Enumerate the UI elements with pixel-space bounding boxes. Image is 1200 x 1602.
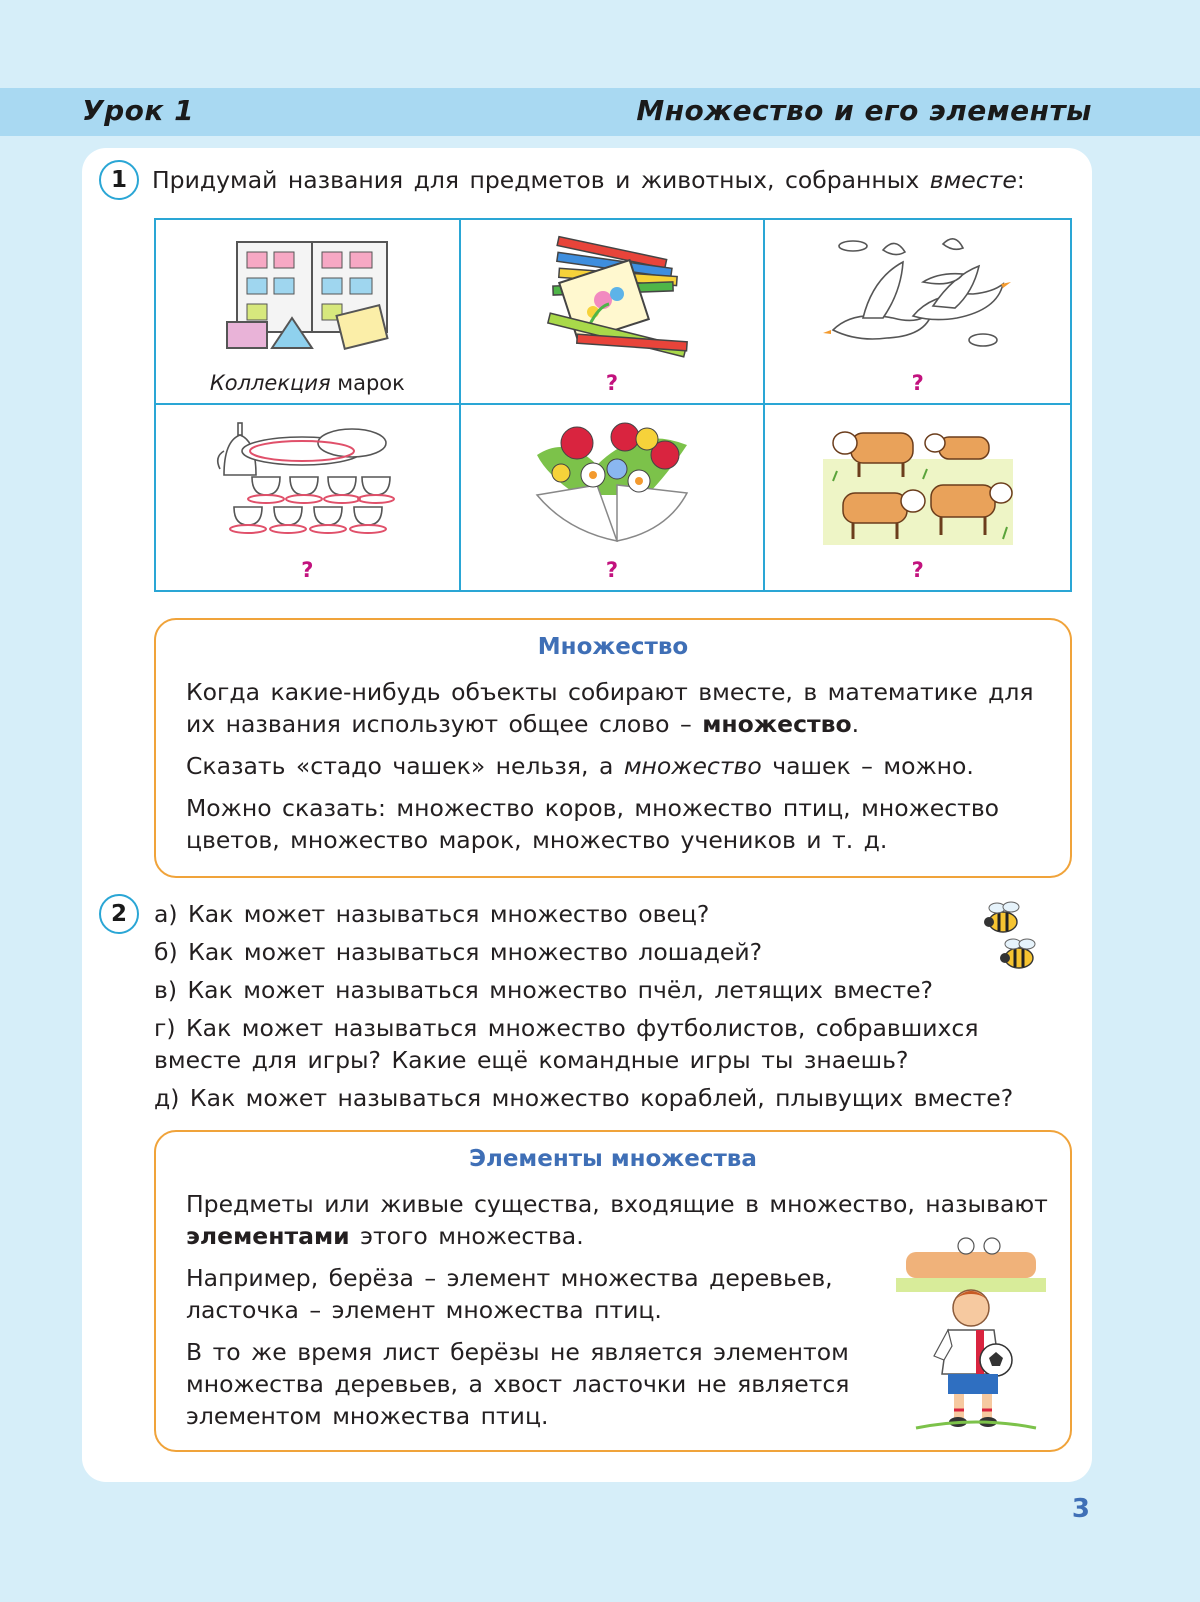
- page-number: 3: [1071, 1494, 1090, 1524]
- stamp-collection-icon: [212, 230, 402, 360]
- definition-title: Элементы множества: [469, 1146, 757, 1172]
- flock-of-geese-icon: [823, 230, 1013, 360]
- question-e: д) Как может называться множество кораблей, плывущих вместе?: [154, 1084, 1014, 1112]
- herd-of-cows-icon: [823, 415, 1013, 545]
- cell-caption: ?: [911, 371, 924, 395]
- lesson-title: Множество и его элементы: [636, 94, 1092, 127]
- definition-title: Множество: [537, 634, 689, 660]
- question-a: а) Как может называться множество овец?: [154, 900, 710, 928]
- grid-cell-bouquet: [461, 405, 766, 590]
- cell-caption: Коллекция марок: [209, 371, 405, 395]
- flower-bouquet-icon: [517, 415, 707, 545]
- task-1-badge: 1: [99, 160, 139, 200]
- cell-caption: ?: [911, 558, 924, 582]
- definition-paragraph-2: Например, берёза – элемент множества деревьев, ласточка – элемент множества птиц.: [186, 1264, 833, 1324]
- grid-cell-geese: [765, 220, 1070, 405]
- cell-caption: ?: [605, 371, 619, 395]
- question-b: б) Как может называться множество лошадей?: [154, 938, 763, 966]
- task-1-text: Придумай названия для предметов и животных, собранных вместе:: [152, 166, 1025, 194]
- grid-cell-tea-set: [156, 405, 461, 590]
- question-c: в) Как может называться множество пчёл, летящих вместе?: [154, 976, 934, 1004]
- cell-caption: ?: [605, 558, 619, 582]
- cell-caption: ?: [301, 558, 314, 582]
- definition-paragraph-2: Сказать «стадо чашек» нельзя, а множество чашек – можно.: [186, 752, 974, 780]
- definition-box-elements: [154, 1130, 1072, 1452]
- grid-cell-cows: [765, 405, 1070, 590]
- bees-icon: [975, 900, 1045, 980]
- question-d-line-2: вместе для игры? Какие ещё командные игры ты знаешь?: [154, 1046, 909, 1074]
- definition-paragraph-3: Можно сказать: множество коров, множество птиц, множество цветов, множество марок, множество учеников и т. д.: [186, 794, 1000, 854]
- tea-set-icon: [212, 415, 402, 545]
- colored-pencils-icon: [517, 230, 707, 360]
- grid-cell-pencils: [461, 220, 766, 405]
- definition-paragraph-1: Когда какие-нибудь объекты собирают вместе, в математике для их названия используют общее слово – множество.: [186, 678, 1034, 738]
- definition-paragraph-1: Предметы или живые существа, входящие в множество, называют элементами этого множества.: [186, 1190, 1048, 1250]
- task-2-badge: 2: [99, 894, 139, 934]
- grid-cell-stamps: [156, 220, 461, 405]
- definition-box-set: [154, 618, 1072, 878]
- picture-grid: [154, 218, 1072, 592]
- boy-with-ball-icon: [896, 1232, 1046, 1432]
- definition-paragraph-3: В то же время лист берёзы не является элементом множества деревьев, а хвост ласточки не является элементом множества птиц.: [186, 1338, 850, 1430]
- lesson-number: Урок 1: [82, 94, 195, 127]
- question-d-line-1: г) Как может называться множество футболистов, собравшихся: [154, 1014, 979, 1042]
